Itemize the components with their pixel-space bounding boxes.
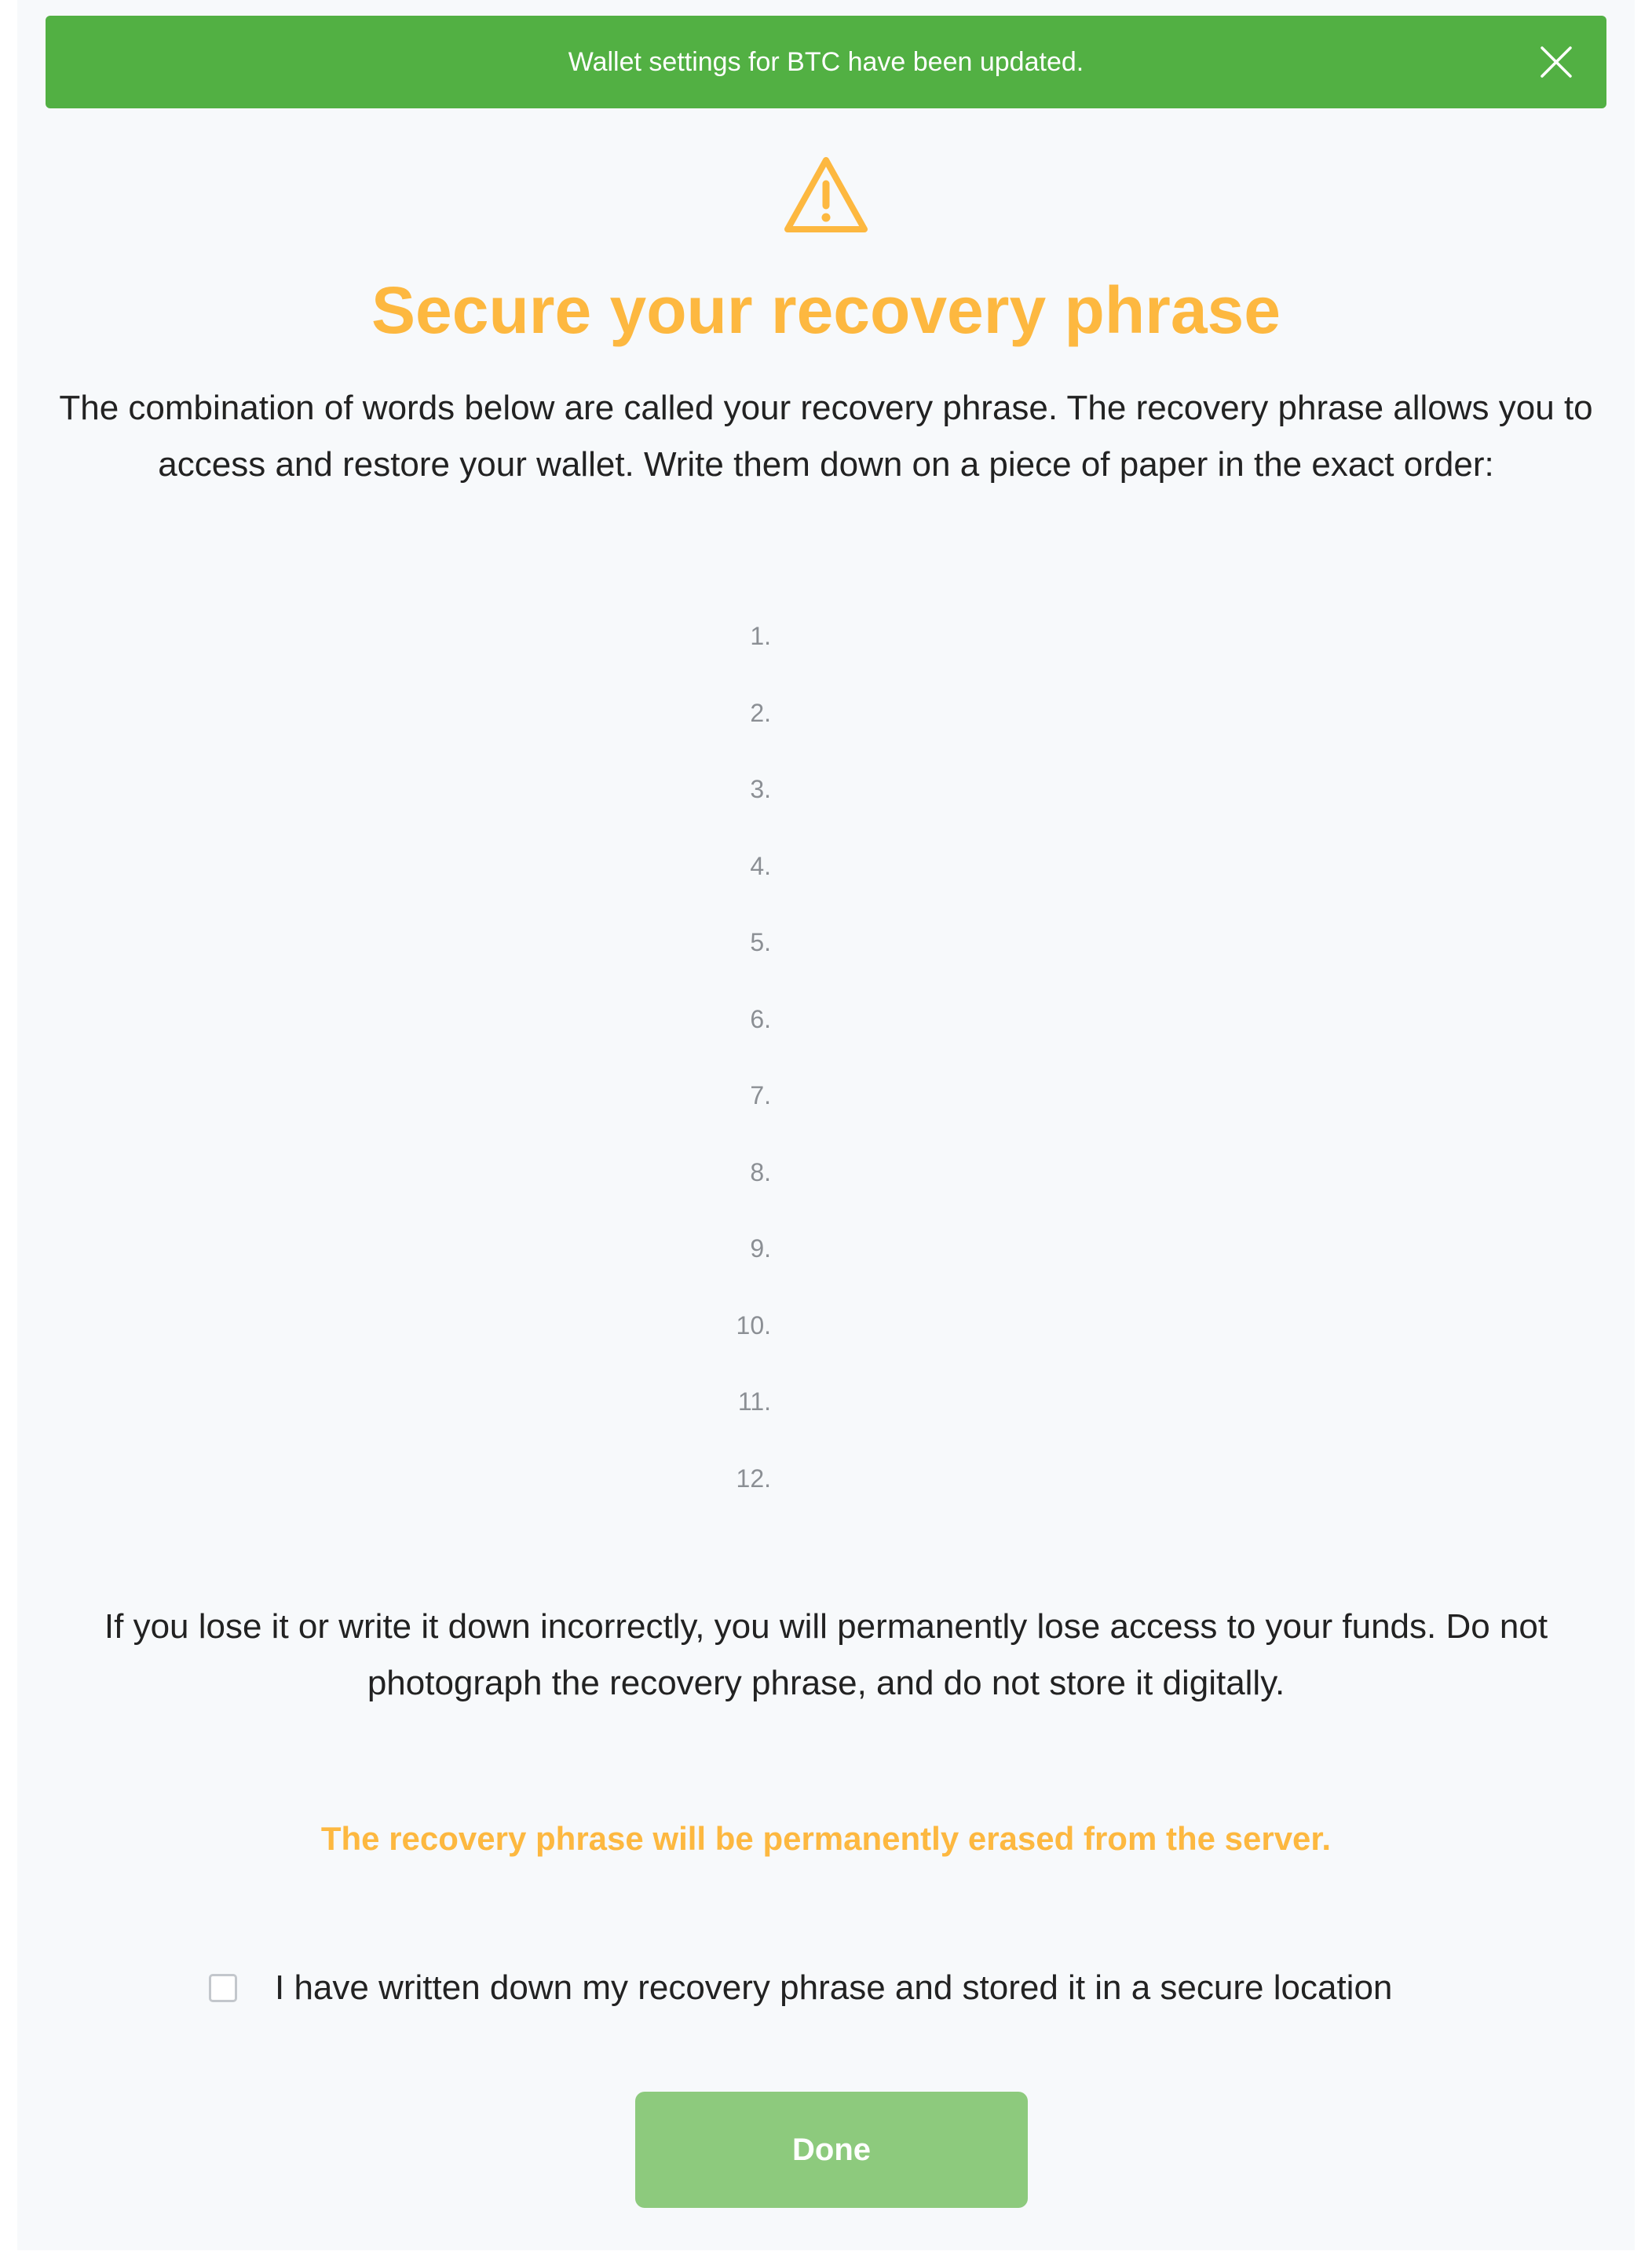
recovery-word-number: 9. [750,1234,771,1263]
confirm-label[interactable]: I have written down my recovery phrase and stored it in a secure location [275,1968,1393,2007]
recovery-word-number: 3. [750,775,771,804]
recovery-word-number: 6. [750,1004,771,1033]
success-alert [46,16,1606,108]
recovery-word-number: 11. [737,1387,771,1416]
intro-text: The combination of words below are called your recovery phrase. The recovery phrase allows you to access and restore your wallet. Write them down on a piece of paper in the exact order: [59,389,1593,484]
recovery-word-item [17,1441,1635,1518]
recovery-word-item [17,675,1635,752]
recovery-word-item [17,1364,1635,1441]
recovery-word-item [17,1058,1635,1135]
recovery-word-number: 7. [750,1081,771,1110]
recovery-word-number: 8. [750,1157,771,1186]
recovery-word-list [17,598,1635,1517]
recovery-word-item [17,751,1635,828]
recovery-word-number: 5. [750,928,771,957]
recovery-word-item [17,1211,1635,1288]
recovery-word-item [17,598,1635,675]
recovery-word-item [17,828,1635,905]
recovery-word-item [17,1288,1635,1365]
recovery-word-number: 12. [736,1464,771,1493]
confirm-row[interactable] [209,1960,1392,2016]
recovery-word-number: 2. [750,698,771,727]
recovery-word-item [17,1135,1635,1212]
loss-warning-text: If you lose it or write it down incorrectly, you will permanently lose access to your funds. Do not photograph the recovery phrase, and do not store it digitally. [104,1607,1548,1702]
recovery-word-number: 1. [750,622,771,651]
recovery-word-item [17,905,1635,981]
recovery-word-item [17,981,1635,1058]
close-icon[interactable] [1537,43,1575,81]
recovery-word-number: 4. [750,851,771,880]
confirm-checkbox[interactable] [209,1974,237,2002]
recovery-word-number: 10. [736,1310,771,1339]
warning-icon [783,154,869,236]
erase-note: The recovery phrase will be permanently erased from the server. [320,1820,1332,1857]
alert-message: Wallet settings for BTC have been updated. [568,46,1084,77]
recovery-phrase-page [17,0,1635,2250]
page-title: Secure your recovery phrase [371,273,1281,347]
done-button[interactable]: Done [635,2092,1028,2208]
